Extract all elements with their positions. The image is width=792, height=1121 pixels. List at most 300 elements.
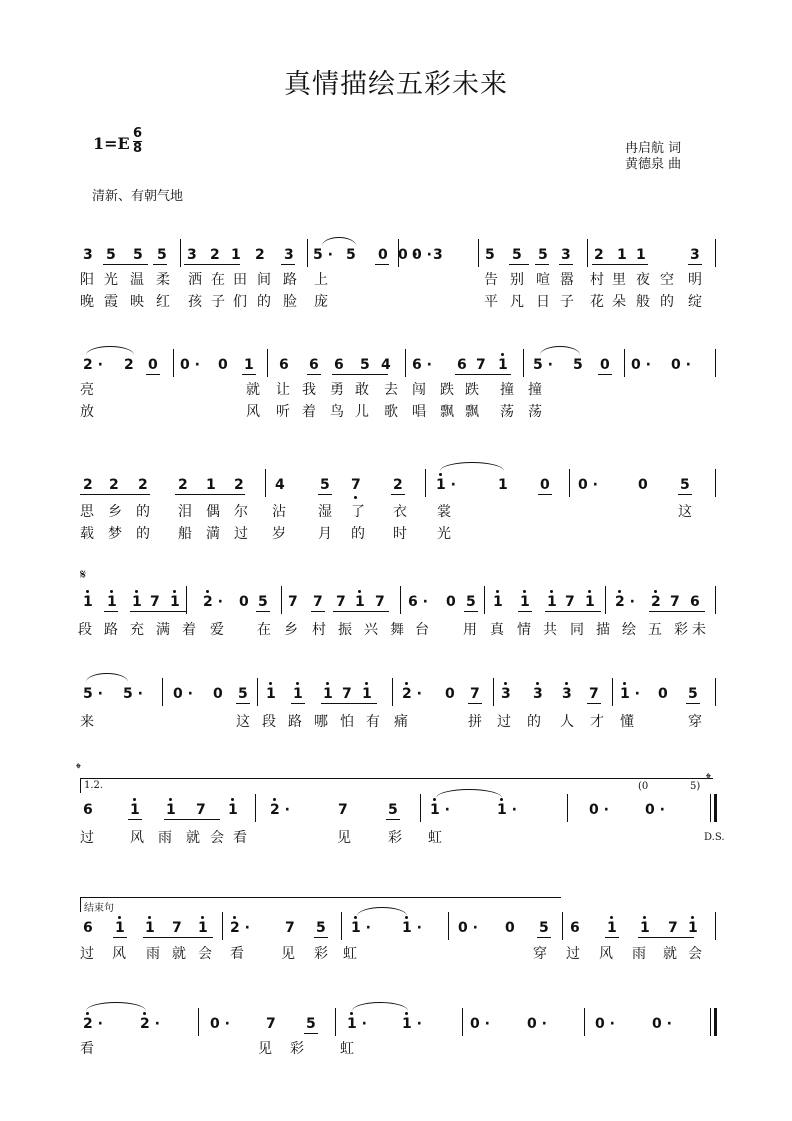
- lyric-char: 人: [560, 714, 574, 730]
- jianpu-note: 6 ·: [408, 594, 428, 610]
- high-octave-dot: [550, 590, 553, 593]
- barline: [710, 1008, 711, 1036]
- jianpu-note: 5: [388, 802, 398, 818]
- beam-underline: [184, 264, 240, 265]
- lyric-char: 看: [230, 946, 244, 962]
- high-octave-dot: [496, 590, 499, 593]
- lyric-char: 就: [172, 946, 186, 962]
- low-octave-dot: [354, 496, 357, 499]
- key-signature: 1=E: [93, 134, 130, 153]
- jianpu-note: 1: [640, 920, 650, 936]
- jianpu-note: 5: [512, 247, 522, 263]
- barline: [398, 239, 399, 267]
- beam-underline: [113, 937, 127, 938]
- jianpu-note: 0: [600, 357, 610, 373]
- high-octave-dot: [588, 590, 591, 593]
- jianpu-note: 1 ·: [497, 802, 517, 818]
- lyric-char: 岁: [272, 526, 286, 542]
- coda-mark-end: 𝄌: [706, 771, 711, 787]
- jianpu-note: 0 ·: [470, 1016, 490, 1032]
- lyric-char: 湿: [318, 504, 332, 520]
- high-octave-dot: [201, 916, 204, 919]
- beam-underline: [104, 611, 118, 612]
- jianpu-note: 7: [196, 802, 206, 818]
- beam-underline: [146, 374, 160, 375]
- barline: [584, 1008, 585, 1036]
- high-octave-dot: [296, 682, 299, 685]
- lyric-char: 夜: [636, 272, 650, 288]
- jianpu-note: 1: [362, 686, 372, 702]
- barline: [281, 586, 282, 614]
- lyric-char: 就: [663, 946, 677, 962]
- lyric-char: 彩: [290, 1041, 304, 1057]
- jianpu-note: 1: [636, 247, 646, 263]
- lyric-char: 彩: [388, 830, 402, 846]
- jianpu-note: 0 ·: [173, 686, 193, 702]
- jianpu-note: 2: [109, 477, 119, 493]
- beam-underline: [164, 819, 220, 820]
- jianpu-note: 2 ·: [83, 1016, 103, 1032]
- beam-underline: [143, 937, 213, 938]
- lyric-char: 雨: [146, 946, 160, 962]
- jianpu-note: 2: [138, 477, 148, 493]
- composer-credit: 黄德泉 曲: [625, 157, 682, 172]
- lyric-char: 见: [281, 946, 295, 962]
- jianpu-note: 5 ·: [533, 357, 553, 373]
- lyric-char: 撞: [500, 382, 514, 398]
- barline: [392, 678, 393, 706]
- lyric-char: 着: [182, 622, 196, 638]
- high-octave-dot: [86, 590, 89, 593]
- lyric-char: 路: [283, 272, 297, 288]
- beam-underline: [598, 374, 612, 375]
- jianpu-note: 1: [493, 594, 503, 610]
- jianpu-note: 1: [688, 920, 698, 936]
- beam-underline: [638, 937, 694, 938]
- barline: [715, 469, 716, 497]
- lyric-char: 舞: [390, 622, 404, 638]
- lyric-char: 载: [80, 526, 94, 542]
- jianpu-note: 3: [561, 247, 571, 263]
- jianpu-note: 5: [539, 920, 549, 936]
- lyric-char: 裳: [437, 504, 451, 520]
- lyric-char: 看: [80, 1041, 94, 1057]
- jianpu-note: 2: [393, 477, 403, 493]
- beam-underline: [175, 494, 245, 495]
- lyric-char: 会: [688, 946, 702, 962]
- high-octave-dot: [269, 682, 272, 685]
- slur-tie: [540, 346, 580, 355]
- barline: [612, 678, 613, 706]
- beam-underline: [128, 819, 142, 820]
- high-octave-dot: [405, 682, 408, 685]
- jianpu-note: 7: [342, 686, 352, 702]
- barline: [567, 794, 568, 822]
- jianpu-note: 5: [258, 594, 268, 610]
- lyric-char: 朵: [612, 294, 626, 310]
- song-title: 真情描绘五彩未来: [284, 69, 508, 100]
- lyric-char: 明: [688, 272, 702, 288]
- lyric-char: 拼: [468, 714, 482, 730]
- time-signature-top: 6: [133, 126, 143, 141]
- jianpu-note: 1: [498, 357, 508, 373]
- lyric-char: 去: [384, 382, 398, 398]
- jianpu-note: 0: [445, 686, 455, 702]
- jianpu-note: 1 ·: [402, 1016, 422, 1032]
- barline: [198, 1008, 199, 1036]
- jianpu-note: 1: [130, 802, 140, 818]
- beam-underline: [587, 703, 601, 704]
- lyric-char: 来: [80, 714, 94, 730]
- jianpu-note: 6: [570, 920, 580, 936]
- lyric-char: 彩: [314, 946, 328, 962]
- beam-underline: [518, 611, 532, 612]
- lyric-char: 在: [257, 622, 271, 638]
- jianpu-note: 1: [107, 594, 117, 610]
- lyric-char: 才: [590, 714, 604, 730]
- lyric-char: 路: [288, 714, 302, 730]
- lyric-char: 红: [156, 294, 170, 310]
- barline: [462, 1008, 463, 1036]
- jianpu-note: 1: [206, 477, 216, 493]
- lyric-char: 的: [527, 714, 541, 730]
- lyric-char: 儿: [355, 404, 369, 420]
- beam-underline: [537, 937, 551, 938]
- jianpu-note: 1 ·: [436, 477, 456, 493]
- jianpu-note: 7: [476, 357, 486, 373]
- jianpu-note: 0 ·: [412, 247, 432, 263]
- beam-underline: [605, 937, 619, 938]
- beam-underline: [242, 374, 256, 375]
- lyric-char: 有: [366, 714, 380, 730]
- lyric-char: 子: [211, 294, 225, 310]
- jianpu-note: 2: [83, 477, 93, 493]
- jianpu-note: 2: [651, 594, 661, 610]
- lyric-char: 绽: [688, 294, 702, 310]
- beam-underline: [688, 264, 702, 265]
- barline: [420, 794, 421, 822]
- lyric-char: 穿: [688, 714, 702, 730]
- beam-underline: [103, 264, 129, 265]
- jianpu-note: 0: [658, 686, 668, 702]
- jianpu-note: 1 ·: [620, 686, 640, 702]
- beam-underline: [535, 264, 549, 265]
- lyric-char: 见: [258, 1041, 272, 1057]
- barline: [715, 239, 716, 267]
- jianpu-note: 6: [690, 594, 700, 610]
- lyric-char: 用: [463, 622, 477, 638]
- lyric-char: 就: [246, 382, 260, 398]
- jianpu-note: 1: [266, 686, 276, 702]
- lyric-char: 泪: [178, 504, 192, 520]
- lyric-char: 过: [80, 946, 94, 962]
- jianpu-note: 3: [533, 686, 543, 702]
- lyric-char: 船: [178, 526, 192, 542]
- jianpu-note: 0 ·: [458, 920, 478, 936]
- lyric-char: 过: [234, 526, 248, 542]
- high-octave-dot: [350, 1012, 353, 1015]
- high-octave-dot: [273, 798, 276, 801]
- jianpu-note: 6: [279, 357, 289, 373]
- beam-underline: [291, 703, 305, 704]
- high-octave-dot: [233, 916, 236, 919]
- jianpu-note: 4: [381, 357, 391, 373]
- lyric-char: 唱: [412, 404, 426, 420]
- lyric-char: 跌: [465, 382, 479, 398]
- barline: [341, 912, 342, 940]
- jianpu-note: 7: [266, 1016, 276, 1032]
- lyric-char: 思: [80, 504, 94, 520]
- beam-underline: [128, 264, 148, 265]
- barline: [307, 239, 308, 267]
- lyric-char: 彩: [674, 622, 688, 638]
- lyric-char: 雨: [632, 946, 646, 962]
- high-octave-dot: [358, 590, 361, 593]
- barline: [425, 469, 426, 497]
- lyric-char: 柔: [156, 272, 170, 288]
- jianpu-note: 1 ·: [347, 1016, 367, 1032]
- lyric-char: 情: [517, 622, 531, 638]
- barline: [715, 586, 716, 614]
- lyric-char: 会: [198, 946, 212, 962]
- high-octave-dot: [354, 916, 357, 919]
- high-octave-dot: [618, 590, 621, 593]
- jianpu-note: 7: [589, 686, 599, 702]
- barline: [624, 349, 625, 377]
- lyric-char: 的: [351, 526, 365, 542]
- beam-underline: [311, 611, 325, 612]
- barline: [335, 1008, 336, 1036]
- barline: [173, 349, 174, 377]
- lyric-char: 亮: [80, 382, 94, 398]
- lyric-char: 梦: [108, 526, 122, 542]
- lyric-char: 在: [211, 272, 225, 288]
- volta-label: 1.2.: [84, 780, 104, 791]
- high-octave-dot: [654, 590, 657, 593]
- lyric-char: 的: [660, 294, 674, 310]
- lyric-char: 敢: [355, 382, 369, 398]
- jianpu-note: 2: [124, 357, 134, 373]
- jianpu-note: 7: [668, 920, 678, 936]
- beam-underline: [686, 703, 700, 704]
- jianpu-note: 0: [148, 357, 158, 373]
- lyric-char: 真: [490, 622, 504, 638]
- barline: [587, 239, 588, 267]
- lyric-char: 花: [590, 294, 604, 310]
- jianpu-note: 0: [540, 477, 550, 493]
- lyric-char: 尔: [234, 504, 248, 520]
- barline: [265, 469, 266, 497]
- jianpu-note: 3: [284, 247, 294, 263]
- high-octave-dot: [405, 1012, 408, 1015]
- slur-tie: [86, 346, 134, 355]
- jianpu-note: 0 ·: [210, 1016, 230, 1032]
- slur-tie: [352, 1002, 408, 1011]
- lyric-char: 乡: [284, 622, 298, 638]
- jianpu-note: 3: [433, 247, 443, 263]
- jianpu-note: 0: [239, 594, 249, 610]
- lyric-char: 这: [236, 714, 250, 730]
- lyric-char: 听: [276, 404, 290, 420]
- jianpu-note: 1: [115, 920, 125, 936]
- jianpu-note: 2: [255, 247, 265, 263]
- jianpu-note: 7: [470, 686, 480, 702]
- high-octave-dot: [326, 682, 329, 685]
- lyric-char: 空: [660, 272, 674, 288]
- beam-underline: [318, 494, 332, 495]
- jianpu-note: 0 ·: [578, 477, 598, 493]
- lyric-char: 放: [80, 404, 94, 420]
- lyric-char: 懂: [620, 714, 634, 730]
- barline: [715, 678, 716, 706]
- jianpu-note: 0 ·: [527, 1016, 547, 1032]
- high-octave-dot: [173, 590, 176, 593]
- jianpu-note: 1: [132, 594, 142, 610]
- barline: [255, 794, 256, 822]
- barline: [222, 912, 223, 940]
- jianpu-note: 1: [617, 247, 627, 263]
- lyric-char: 凡: [510, 294, 524, 310]
- high-octave-dot: [86, 1012, 89, 1015]
- lyric-char: 村: [312, 622, 326, 638]
- lyric-char: 雨: [158, 830, 172, 846]
- jianpu-note: 1: [198, 920, 208, 936]
- lyric-char: 孩: [188, 294, 202, 310]
- barline: [605, 586, 606, 614]
- jianpu-note: 7: [351, 477, 361, 493]
- lyric-char: 们: [233, 294, 247, 310]
- barline: [715, 912, 716, 940]
- slur-tie: [86, 1002, 146, 1011]
- beam-underline: [678, 494, 692, 495]
- lyric-char: 绘: [622, 622, 636, 638]
- jianpu-note: 5: [157, 247, 167, 263]
- ending-bracket: [80, 897, 561, 912]
- lyric-char: 勇: [330, 382, 344, 398]
- lyric-char: 乡: [108, 504, 122, 520]
- beam-underline: [314, 937, 328, 938]
- jianpu-note: 6: [309, 357, 319, 373]
- coda-mark: 𝄌: [76, 761, 81, 777]
- lyric-char: 过: [80, 830, 94, 846]
- lyric-char: 阳: [80, 272, 94, 288]
- beam-underline: [153, 264, 167, 265]
- high-octave-dot: [500, 798, 503, 801]
- jianpu-note: 5: [688, 686, 698, 702]
- jianpu-note: 7: [172, 920, 182, 936]
- jianpu-note: 5: [306, 1016, 316, 1032]
- jianpu-note: 1: [607, 920, 617, 936]
- jianpu-note: 6: [457, 357, 467, 373]
- jianpu-note: 7: [338, 802, 348, 818]
- lyric-char: 兴: [364, 622, 378, 638]
- lyric-char: 衣: [393, 504, 407, 520]
- slur-tie: [86, 673, 128, 682]
- beam-underline: [468, 703, 482, 704]
- lyric-char: 告: [484, 272, 498, 288]
- lyric-char: 就: [186, 830, 200, 846]
- lyric-char: 时: [393, 526, 407, 542]
- barline: [180, 239, 181, 267]
- slur-tie: [440, 462, 504, 471]
- beam-underline: [649, 611, 705, 612]
- barline: [562, 912, 563, 940]
- lyric-char: 路: [104, 622, 118, 638]
- lyric-char: 别: [510, 272, 524, 288]
- jianpu-note: 1: [231, 247, 241, 263]
- jianpu-note: 1: [83, 594, 93, 610]
- beam-underline: [559, 264, 573, 265]
- lyric-char: 飘: [465, 404, 479, 420]
- rest-paren-right: 5): [690, 781, 701, 792]
- lyric-char: 的: [257, 294, 271, 310]
- jianpu-note: 6: [83, 802, 93, 818]
- jianpu-note: 1 ·: [402, 920, 422, 936]
- high-octave-dot: [691, 916, 694, 919]
- jianpu-note: 5: [680, 477, 690, 493]
- lyric-char: 穿: [533, 946, 547, 962]
- jianpu-note: 7: [336, 594, 346, 610]
- jianpu-note: 4: [275, 477, 285, 493]
- lyric-char: 虹: [340, 1041, 354, 1057]
- beam-underline: [391, 494, 405, 495]
- jianpu-note: 2 ·: [83, 357, 103, 373]
- lyric-char: 晚: [80, 294, 94, 310]
- barline: [400, 586, 401, 614]
- high-octave-dot: [135, 590, 138, 593]
- lyric-char: 怕: [340, 714, 354, 730]
- final-barline: [714, 1008, 717, 1036]
- jianpu-note: 0 ·: [595, 1016, 615, 1032]
- barline: [569, 469, 570, 497]
- jianpu-note: 2 ·: [230, 920, 250, 936]
- beam-underline: [321, 703, 377, 704]
- beam-underline: [332, 374, 388, 375]
- jianpu-note: 7: [288, 594, 298, 610]
- jianpu-note: 5 ·: [83, 686, 103, 702]
- jianpu-note: 5: [320, 477, 330, 493]
- jianpu-note: 0 ·: [652, 1016, 672, 1032]
- lyric-char: 共: [543, 622, 557, 638]
- lyric-char: 喧: [536, 272, 550, 288]
- beam-underline: [80, 494, 150, 495]
- jianpu-note: 2: [210, 247, 220, 263]
- lyric-char: 虹: [428, 830, 442, 846]
- beam-underline: [281, 264, 295, 265]
- lyric-char: 上: [314, 272, 328, 288]
- jianpu-note: 6: [334, 357, 344, 373]
- lyric-char: 子: [560, 294, 574, 310]
- lyric-char: 満: [206, 526, 220, 542]
- lyric-char: 同: [570, 622, 584, 638]
- high-octave-dot: [143, 1012, 146, 1015]
- lyric-char: 光: [104, 272, 118, 288]
- lyric-char: 风: [246, 404, 260, 420]
- lyric-char: 荡: [500, 404, 514, 420]
- ending-label: 结束句: [84, 903, 114, 914]
- lyric-char: 荡: [528, 404, 542, 420]
- jianpu-note: 0 ·: [645, 802, 665, 818]
- jianpu-note: 5: [238, 686, 248, 702]
- lyric-char: 充: [130, 622, 144, 638]
- lyric-char: 风: [130, 830, 144, 846]
- jianpu-note: 0 ·: [631, 357, 651, 373]
- barline: [715, 349, 716, 377]
- lyric-char: 歌: [384, 404, 398, 420]
- lyric-char: 沾: [272, 504, 286, 520]
- jianpu-note: 0: [446, 594, 456, 610]
- high-octave-dot: [501, 353, 504, 356]
